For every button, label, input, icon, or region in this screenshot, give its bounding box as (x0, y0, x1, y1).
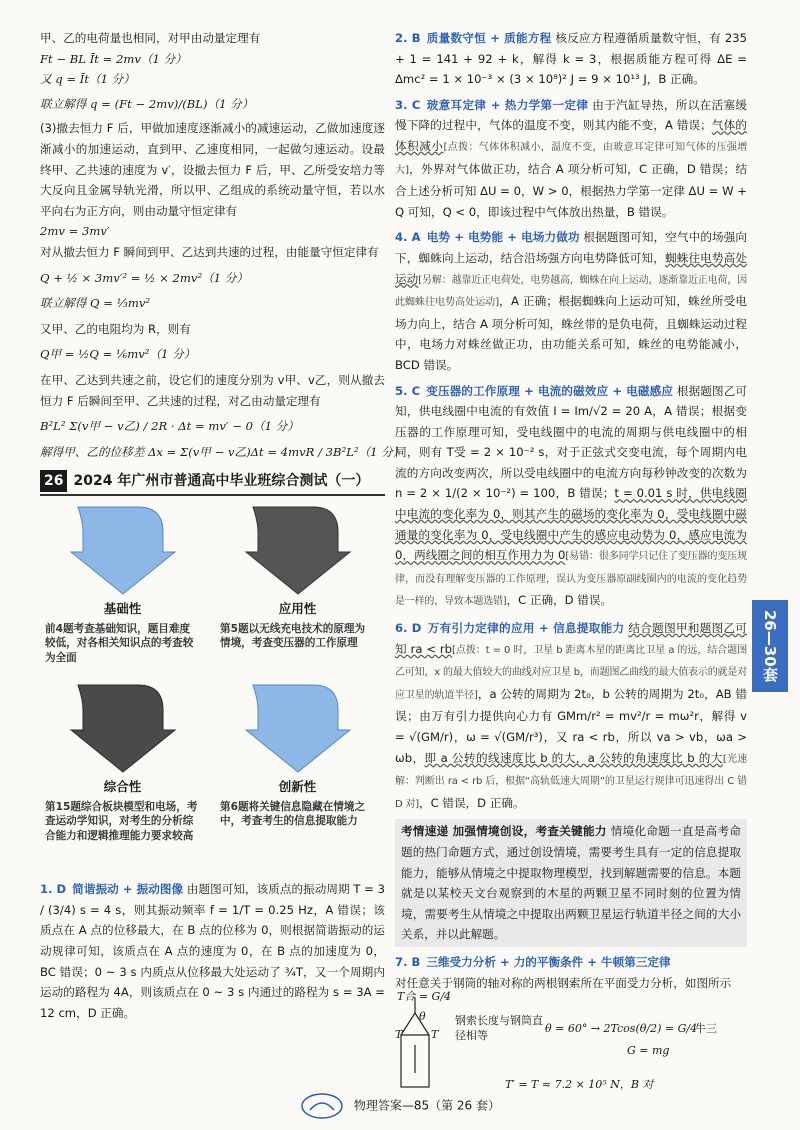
arrow-down-icon (243, 502, 353, 597)
note: [点拨：气体体积减小，温度不变，由玻意耳定律可知气体的压强增大] (395, 141, 747, 176)
text-para: 对从撤去恒力 F 瞬间到甲、乙达到共速的过程，由能量守恒定律有 (40, 244, 379, 259)
section-number: 26 (40, 470, 67, 492)
feature-comprehensive: 综合性 第15题综合板块模型和电场，考查运动学知识，对考生的分析综合能力和逻辑推理能力要求较高 (45, 680, 200, 843)
answer-head: 4. A 电势 + 电势能 + 电场力做功 (395, 230, 580, 245)
callout-subhead: 加强情境创设，考查关键能力 (452, 824, 607, 839)
equation: 又 q = Īt（1 分） (40, 72, 135, 87)
equation: 解得甲、乙的位移差 Δx = Σ(v甲 − v乙)Δt = 4mvR / 3B²L²（1 分） (40, 444, 405, 459)
section-title (40, 470, 385, 496)
arrow-down-icon (68, 680, 178, 775)
underlined-text: 结合题图甲和题图乙可知 ra < rb (395, 621, 747, 656)
equation: Q甲 = ½Q = ⅙mv²（1 分） (40, 347, 196, 362)
underlined-text: t = 0.01 s 时，供电线圈中电流的变化率为 0，则其产生的磁场的变化率为 0，受电线圈中磁通量的变化率为 0，受电线圈中产生的感应电动势为 0，感应电流为 0，两线圈之间的相互作用力为 0 (395, 486, 748, 563)
answer-head: 5. C 变压器的工作原理 + 电流的磁效应 + 电磁感应 (395, 383, 674, 398)
answer-q5: 5. C 变压器的工作原理 + 电流的磁效应 + 电磁感应 根据题图乙可知，供电线圈中电流的有效值 I = Im/√2 = 20 A，A 错误；根据变压器的工作原理可知，受电线圈中的电流的周期与供电线圈中的相同，则有 T受 = 2 × 10⁻² s，对于正弦式交变电流，每个周期内电流的方向改变两次，所以受电线圈中的电流方向每秒钟改变的次数为 n = 2 × 1/(2 × 10⁻²) = 100，B 错误；t = 0.01 s 时，供电线圈中电流的变化率为 0，则其产生的磁场的变化率为 0，受电线圈中磁通量的变化率为 0，受电线圈中产生的感应电动势为 0，感应电流为 0，两线圈之间的相互作用力为 0[易错：很多同学只记住了变压器的变压规律，而没有理解变压器的工作原理，误认为变压器原副线圈内的电流的变化趋势是一样的，导致本题选错]，C 正确，D 错误。 (395, 383, 748, 608)
section-side-tab: 26—30套 (752, 600, 788, 692)
callout-text: 情境化命题一直是高考命题的热门命题方式，通过创设情境，需要考生具有一定的信息提取能力，能够从情境之中提取物理模型，找到解题需要的信息。本题就是以某校天文台观察到的木星的两颗卫星不同时刻的位置为情境，需要考生从情境之中提取出两颗卫星运行轨道半径之间的大小关系，并以此解题。 (401, 824, 741, 942)
callout-head: 考情速递 (401, 824, 449, 839)
note: [光速解：判断出 ra < rb 后，根据“高轨低速大周期”的卫星运行规律可迅速得出 C 错 D 对] (395, 753, 747, 810)
publisher-logo-icon (300, 1092, 344, 1120)
text-para: 又甲、乙的电阻均为 R，则有 (40, 321, 191, 336)
underlined-text: 气体的体积减小 (395, 118, 747, 153)
answer-q6: 6. D 万有引力定律的应用 + 信息提取能力 结合题图甲和题图乙可知 ra < rb[点拨：t = 0 时，卫星 b 距离木星的距离比卫星 a 的远，结合题图乙可知，x 的最大值较大的曲线对应卫星 b，而题图乙曲线的最大值表示的就是对应卫星的轨道半径]，a 公转的周期为 2t₀，b 公转的周期为 2t₀，AB 错误；由万有引力提供向心力有 GMm/r² = mv²/r = mω²r，解得 v = √(GM/r)，ω = √(GM/r³)，又 ra < rb，所以 va > vb，ωa > ωb，即 a 公转的线速度比 b 的大，a 公转的角速度比 b 的大[光速解：判断出 ra < rb 后，根据“高轨低速大周期”的卫星运行规律可迅速得出 C 错 D 对]，C 错误，D 正确。 (395, 621, 748, 810)
feature-application: 应用性 第5题以无线充电技术的原理为情境，考查变压器的工作原理 (220, 502, 375, 651)
answer-text: 核反应方程遵循质量数守恒，有 235 + 1 = 141 + 92 + k，解得 k = 3，根据质能方程可得 ΔE = Δmc² = 1 × 10⁻³ × (3 × 10⁸)² J = 9 × 10¹³ J，B 正确。 (395, 31, 747, 87)
equation: Ft − BL Īt = 2mv（1 分） (40, 51, 187, 66)
answer-head: 3. C 玻意耳定律 + 热力学第一定律 (395, 97, 589, 112)
footer-text: 物理答案—85（第 26 套） (353, 1098, 500, 1113)
arrow-down-icon (68, 502, 178, 597)
note: [易错：很多同学只记住了变压器的变压规律，而没有理解变压器的工作原理，误认为变压器原副线圈内的电流的变化趋势是一样的，导致本题选错] (395, 551, 747, 608)
answer-text: 由题图可知，该质点的振动周期 T = 3 / (3/4) s = 4 s，则其振动频率 f = 1/T = 0.25 Hz，A 错误；该质点在 A 点的位移最大，在 B 点的位移为 0，则根据简谐振动的运动规律可知，该质点在 A 点的速度为 0，在 B 点的加速度为 0，BC 错误；0 ~ 3 s 内质点从位移最大处运动了 ¾T，又一个周期内运动的路程为 4A，则该质点在 0 ~ 3 s 内通过的路程为 s = 3A = 12 cm，D 正确。 (40, 882, 385, 1020)
answer-head: 2. B 质量数守恒 + 质能方程 (395, 31, 552, 45)
section-title-text: 2024 年广州市普通高中毕业班综合测试（一） (73, 473, 370, 490)
text-para: (3)撤去恒力 F 后，甲做加速度逐渐减小的减速运动，乙做加速度逐渐减小的加速运动，直到甲、乙速度相同，一起做匀速运动。设最终甲、乙共速的速度为 v′，设撤去恒力 F 后，甲、乙所受安培力等大反向且金属导轨光滑，所以甲、乙组成的系统动量守恒，若以水平向右为正方向，则由动量守恒定律有 (40, 121, 385, 218)
note: [点拨：t = 0 时，卫星 b 距离木星的距离比卫星 a 的远，结合题图乙可知，x 的最大值较大的曲线对应卫星 b，而题图乙曲线的最大值表示的就是对应卫星的轨道半径] (395, 644, 748, 701)
answer-q1 (40, 879, 385, 1023)
equation: 联立解得 q = (Ft − 2mv)/(BL)（1 分） (40, 96, 254, 111)
answer-q7 (395, 952, 747, 1101)
answer-q4: 4. A 电势 + 电势能 + 电场力做功 根据题图可知，空气中的场强向下，蜘蛛向上运动，结合沿场强方向电势降低可知，蜘蛛往电势高处运动[另解：越靠近正电荷处，电势越高，蜘蛛在向上运动，逐渐靠近正电荷，因此蜘蛛往电势高处运动]，A 正确；根据蜘蛛向上运动可知，蛛丝所受电场力向上，结合 A 项分析可知，蛛丝带的是负电荷，且蜘蛛运动过程中，电场力对蛛丝做正功，由功能关系可知，蛛丝的电势能减小，BCD 错误。 (395, 230, 748, 372)
right-column (395, 28, 747, 1101)
answer-text: 对任意关于钢筒的轴对称的两根钢索所在平面受力分析，如图所示 (395, 975, 732, 990)
underlined-text: 即 a 公转的线速度比 b 的大，a 公转的角速度比 b 的大 (424, 750, 723, 765)
note: [另解：越靠近正电荷处，电势越高，蜘蛛在向上运动，逐渐靠近正电荷，因此蜘蛛往电势高处运动] (395, 274, 747, 309)
callout-box (395, 819, 747, 947)
features-quadrant (40, 502, 385, 874)
text-para: 在甲、乙达到共速之前，设它们的速度分别为 v甲、v乙，则从撤去恒力 F 后瞬间至甲、乙共速的过程，对乙由动量定理有 (40, 372, 385, 408)
equation: 2mv = 3mv′ (40, 224, 110, 239)
feature-innovative: 创新性 第6题将关键信息隐藏在情境之中，考查考生的信息提取能力 (220, 680, 375, 829)
equation: Q + ½ × 3mv′² = ½ × 2mv²（1 分） (40, 270, 248, 285)
equation: 联立解得 Q = ⅓mv² (40, 296, 151, 311)
answer-head: 6. D 万有引力定律的应用 + 信息提取能力 (395, 621, 625, 636)
answer-head: 7. B 三维受力分析 + 力的平衡条件 + 牛顿第三定律 (395, 954, 671, 969)
answer-q3: 3. C 玻意耳定律 + 热力学第一定律 由于汽缸导热，所以在活塞缓慢下降的过程中，气体的温度不变，则其内能不变，A 错误；气体的体积减小[点拨：气体体积减小，温度不变，由玻意耳定律可知气体的压强增大]，外界对气体做正功，结合 A 项分析可知，C 正确，D 错误；结合上述分析可知 ΔU = 0，W > 0，根据热力学第一定律 ΔU = W + Q 可知，Q < 0，即该过程中气体放出热量，B 错误。 (395, 97, 747, 219)
force-diagram: T合 = G/4 T T θ 钢索长度与钢筒直径相等 θ = 60° → 2Tcos(θ/2) = G/4 G = mg 牛三 T′ = T ≈ 7.2 × 10⁵ N，B 对 (395, 993, 747, 1101)
answer-q2 (395, 28, 747, 90)
final-result: T′ = T ≈ 7.2 × 10⁵ N，B 对 (505, 1078, 654, 1092)
answer-head: 1. D 简谐振动 + 振动图像 (40, 882, 184, 897)
page-footer (0, 1092, 800, 1120)
feature-basic: 基础性 前4题考查基础知识，题目难度较低，对各相关知识点的考查较为全面 (45, 502, 200, 665)
arrow-down-icon (243, 680, 353, 775)
text-para: 甲、乙的电荷量也相同，对甲由动量定理有 (40, 31, 261, 45)
underlined-text: 蜘蛛往电势高处运动 (395, 250, 747, 286)
equation: B²L² Σ(v甲 − v乙) / 2R · Δt = mv′ − 0（1 分） (40, 419, 299, 434)
left-column (40, 28, 405, 1023)
